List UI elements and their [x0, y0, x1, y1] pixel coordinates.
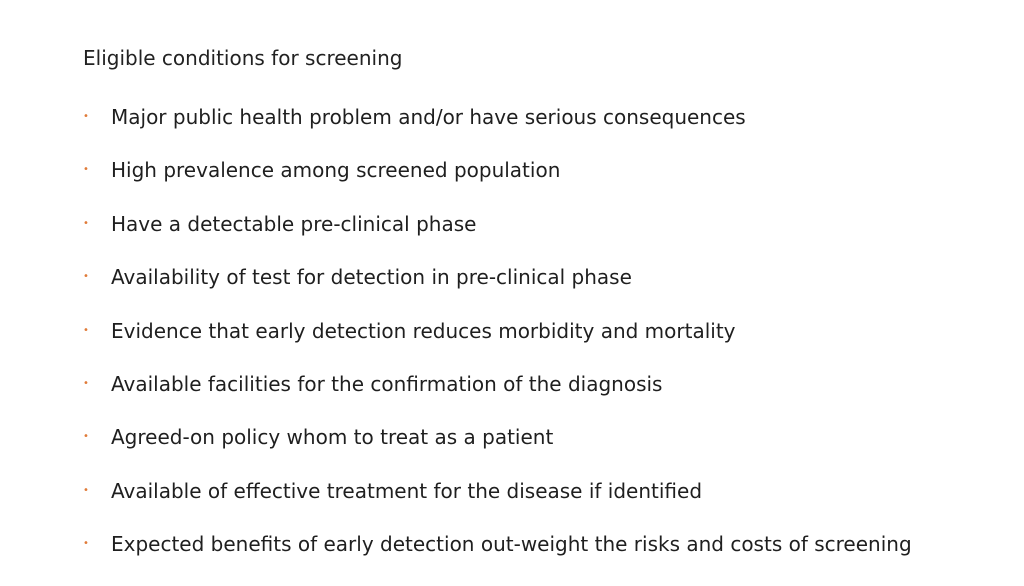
list-item [83, 422, 912, 475]
list-item-text: Evidence that early detection reduces morbidity and mortality [111, 318, 736, 343]
bullet-icon: • [83, 377, 89, 389]
bullet-icon: • [83, 271, 89, 283]
list-item-text: Have a detectable pre-clinical phase [111, 211, 477, 236]
slide-title: Eligible conditions for screening [83, 46, 403, 70]
bullet-icon: • [83, 217, 89, 229]
bullet-icon: • [83, 111, 89, 122]
list-item [83, 262, 912, 315]
bullet-icon: • [83, 324, 89, 336]
bullet-list [83, 102, 912, 583]
list-item-text: Major public health problem and/or have serious consequences [111, 105, 746, 129]
list-item-text: Availability of test for detection in pre-clinical phase [111, 265, 632, 290]
list-item [83, 155, 912, 208]
bullet-icon: • [83, 538, 89, 550]
bullet-icon: • [83, 484, 89, 496]
bullet-icon: • [83, 164, 89, 176]
list-item [83, 209, 912, 262]
list-item-text: Agreed-on policy whom to treat as a patient [111, 425, 554, 450]
list-item [83, 102, 912, 155]
bullet-icon: • [83, 431, 89, 443]
list-item [83, 476, 912, 529]
list-item-text: High prevalence among screened population [111, 158, 561, 183]
list-item-text: Available of effective treatment for the disease if identified [111, 478, 703, 503]
list-item-text: Expected benefits of early detection out-weight the risks and costs of screening [111, 532, 912, 557]
list-item [83, 316, 912, 369]
list-item [83, 369, 912, 422]
list-item-text: Available facilities for the confirmation of the diagnosis [111, 371, 663, 396]
list-item [83, 529, 912, 582]
